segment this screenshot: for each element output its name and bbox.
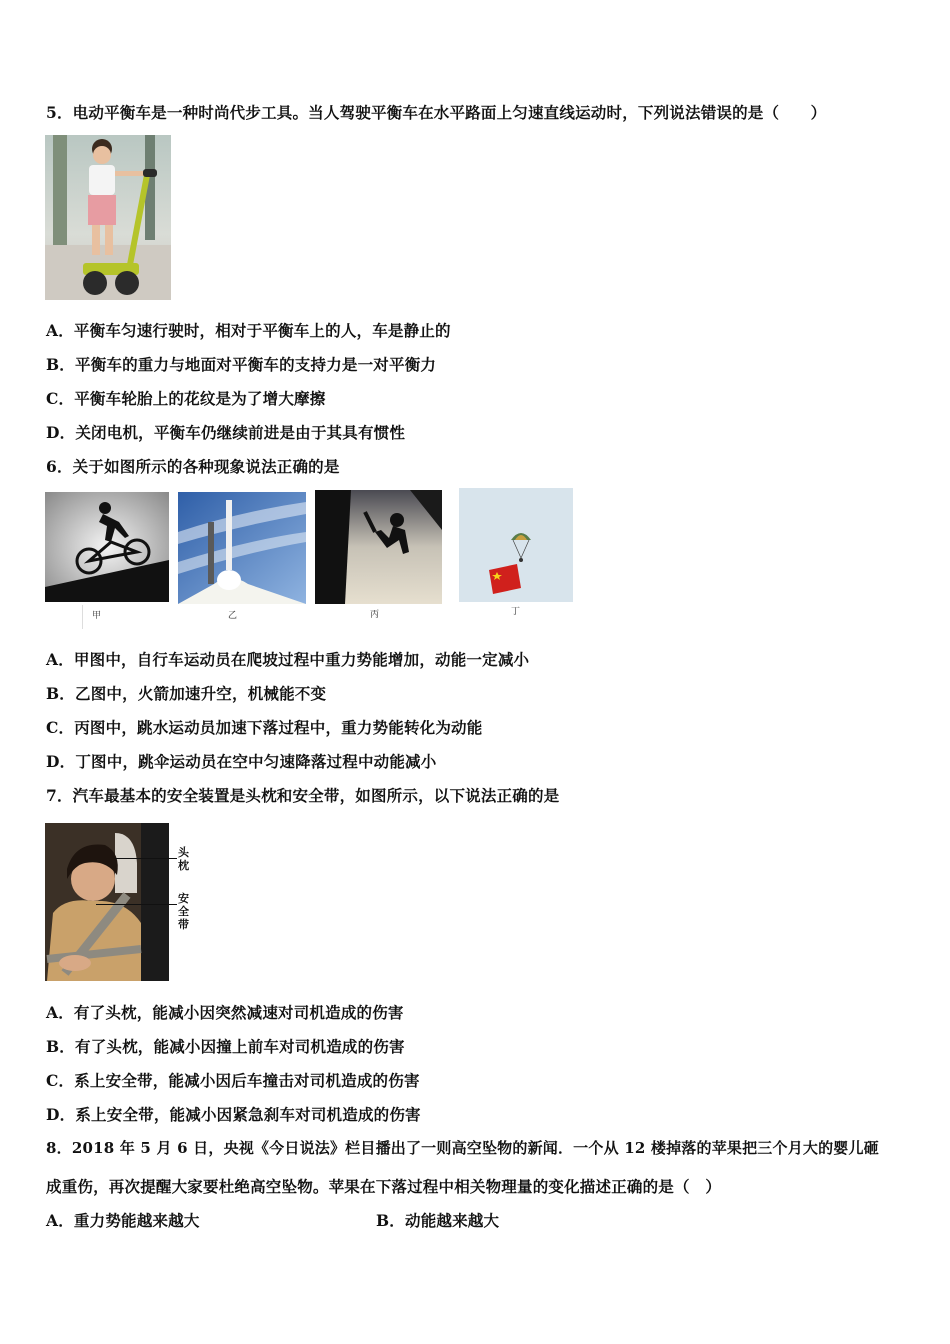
q8-option-a: A．重力势能越来越大: [46, 1211, 200, 1230]
rocket-launch-photo: [178, 492, 306, 604]
question-8-stem-line2: 成重伤，再次提醒大家要杜绝高空坠物。苹果在下落过程中相关物理量的变化描述正确的是（ ）: [46, 1177, 722, 1196]
q6-option-b: B．乙图中，火箭加速升空，机械能不变: [46, 684, 327, 703]
question-5-stem: 5．电动平衡车是一种时尚代步工具。当人驾驶平衡车在水平路面上匀速直线运动时，下列说法错误的是（ ）: [46, 103, 827, 122]
caption-divider: [82, 605, 83, 629]
caption-ding: 丁: [511, 607, 521, 617]
q6-option-d: D．丁图中，跳伞运动员在空中匀速降落过程中动能减小: [46, 752, 437, 771]
q6-option-c: C．丙图中，跳水运动员加速下落过程中，重力势能转化为动能: [46, 718, 483, 737]
q7-option-d: D．系上安全带，能减小因紧急刹车对司机造成的伤害: [46, 1105, 421, 1124]
cyclist-photo: [45, 492, 169, 602]
caption-bing: 丙: [370, 610, 380, 620]
parachute-flag-photo: [459, 488, 573, 602]
seatbelt-label: 安全带: [178, 892, 189, 931]
caption-yi: 乙: [228, 611, 238, 621]
q7-option-a: A．有了头枕，能减小因突然减速对司机造成的伤害: [46, 1003, 404, 1022]
balance-car-photo: [45, 135, 171, 300]
headrest-pointer-line: [115, 858, 177, 859]
q7-option-b: B．有了头枕，能减小因撞上前车对司机造成的伤害: [46, 1037, 405, 1056]
q8-option-b: B．动能越来越大: [376, 1211, 500, 1230]
driver-seatbelt-photo: [45, 823, 169, 981]
headrest-label: 头枕: [178, 846, 189, 872]
caption-jia: 甲: [92, 611, 102, 621]
q5-option-d: D．关闭电机，平衡车仍继续前进是由于其具有惯性: [46, 423, 406, 442]
q5-option-a: A．平衡车匀速行驶时，相对于平衡车上的人，车是静止的: [46, 321, 451, 340]
question-7-stem: 7．汽车最基本的安全装置是头枕和安全带，如图所示，以下说法正确的是: [46, 786, 560, 805]
q7-option-c: C．系上安全带，能减小因后车撞击对司机造成的伤害: [46, 1071, 420, 1090]
seatbelt-pointer-line: [96, 904, 177, 905]
q5-option-b: B．平衡车的重力与地面对平衡车的支持力是一对平衡力: [46, 355, 437, 374]
question-8-stem-line1: 8．2018 年 5 月 6 日，央视《今日说法》栏目播出了一则高空坠物的新闻．一个从 12 楼掉落的苹果把三个月大的婴儿砸: [46, 1139, 879, 1157]
diver-photo: [315, 490, 442, 604]
q5-option-c: C．平衡车轮胎上的花纹是为了增大摩擦: [46, 389, 326, 408]
question-6-stem: 6．关于如图所示的各种现象说法正确的是: [46, 457, 340, 476]
q6-option-a: A．甲图中，自行车运动员在爬坡过程中重力势能增加，动能一定减小: [46, 650, 530, 669]
